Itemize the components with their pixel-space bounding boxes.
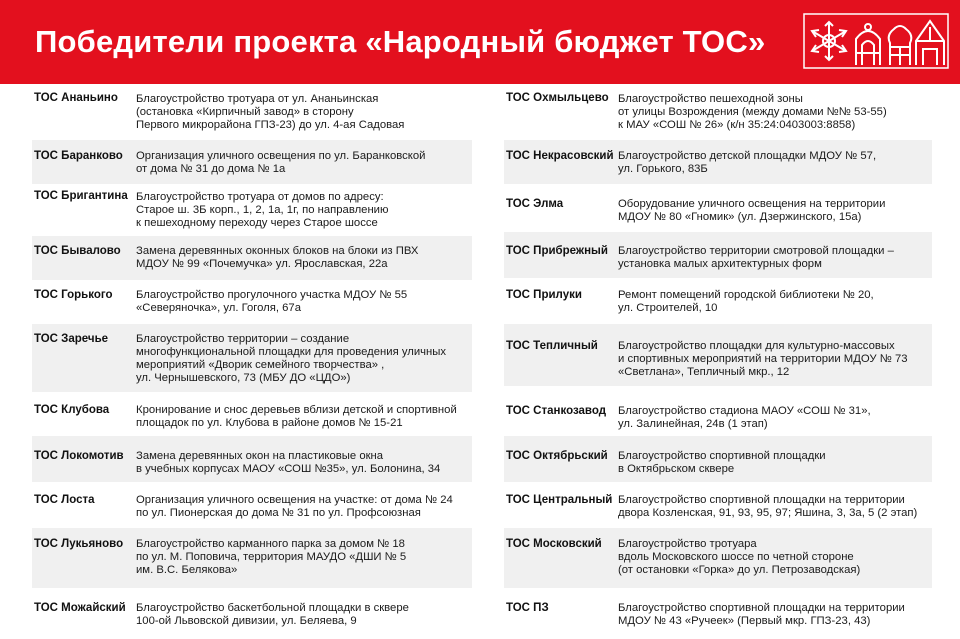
- project-description: Замена деревянных оконных блоков на блоки из ПВХ МДОУ № 99 «Почемучка» ул. Ярославская, 22а: [136, 245, 419, 270]
- tos-name: ТОС Московский: [506, 538, 602, 550]
- project-description: Благоустройство пешеходной зоны от улицы Возрождения (между домами №№ 53-55) к МАУ «СОШ № 26» (к/н 35:24:0403003:8858): [618, 93, 887, 131]
- tos-name: ТОС Элма: [506, 198, 564, 210]
- list-item: [32, 482, 472, 528]
- tos-name: ТОС Станкозавод: [506, 405, 606, 417]
- project-description: Благоустройство карманного парка за домом № 18 по ул. М. Поповича, территория МАУДО «ДШИ № 5 им. В.С. Белякова»: [136, 538, 407, 576]
- list-item: [504, 386, 932, 436]
- list-item: [32, 392, 472, 436]
- project-description: Благоустройство спортивной площадки на территории двора Козленская, 91, 93, 95, 97; Яшина, 3, 3а, 5 (2 этап): [618, 494, 918, 519]
- project-description: Благоустройство тротуара от ул. Ананьинская (остановка «Кирпичный завод» в сторону Первого микрорайона ГПЗ-23) до ул. 4-ая Садовая: [136, 93, 405, 131]
- tos-name: ТОС Охмыльцево: [506, 92, 609, 104]
- list-item: [32, 588, 472, 638]
- project-description: Благоустройство территории смотровой площадки – установка малых архитектурных форм: [618, 245, 894, 270]
- project-description: Благоустройство территории – создание многофункциональной площадки для проведения уличных мероприятий «Дворик семейного творчества» , ул. Чернышевского, 73 (МБУ ДО «ЦДО»): [136, 333, 447, 384]
- tos-name: ТОС Можайский: [34, 602, 126, 614]
- tos-name: ТОС Некрасовский: [506, 150, 614, 162]
- tos-name: ТОС Прилуки: [506, 289, 582, 301]
- project-description: Благоустройство площадки для культурно-массовых и спортивных мероприятий на территории МДОУ № 73 «Светлана», Тепличный мкр., 12: [618, 340, 908, 378]
- tos-name: ТОС Бывалово: [34, 245, 121, 257]
- page-title: Победители проекта «Народный бюджет ТОС»: [35, 24, 766, 59]
- project-description: Ремонт помещений городской библиотеки № 20, ул. Строителей, 10: [618, 289, 874, 314]
- city-emblem-icon: [803, 13, 949, 69]
- list-item: [32, 324, 472, 392]
- tos-name: ТОС Центральный: [506, 494, 613, 506]
- project-description: Замена деревянных окон на пластиковые окна в учебных корпусах МАОУ «СОШ №35», ул. Болонина, 34: [136, 450, 441, 475]
- list-item: [504, 90, 932, 134]
- project-description: Благоустройство детской площадки МДОУ № 57, ул. Горького, 83Б: [618, 150, 877, 175]
- list-item: [504, 140, 932, 184]
- tos-name: ТОС ПЗ: [506, 602, 549, 614]
- tos-name: ТОС Лоста: [34, 494, 95, 506]
- tos-name: ТОС Бригантина: [34, 190, 128, 202]
- tos-name: ТОС Баранково: [34, 150, 123, 162]
- tos-name: ТОС Октябрьский: [506, 450, 608, 462]
- tos-name: ТОС Тепличный: [506, 340, 598, 352]
- list-item: [504, 324, 932, 386]
- list-item: [32, 90, 472, 134]
- tos-name: ТОС Прибрежный: [506, 245, 608, 257]
- list-item: [32, 140, 472, 184]
- tos-name: ТОС Заречье: [34, 333, 109, 345]
- project-description: Благоустройство спортивной площадки в Октябрьском сквере: [618, 450, 826, 475]
- tos-name: ТОС Локомотив: [34, 450, 124, 462]
- project-description: Благоустройство стадиона МАОУ «СОШ № 31», ул. Залинейная, 24в (1 этап): [618, 405, 871, 430]
- header-banner: [0, 0, 960, 84]
- tos-name: ТОС Клубова: [34, 404, 110, 416]
- list-item: [504, 482, 932, 528]
- list-item: [32, 280, 472, 324]
- list-item: [504, 588, 932, 638]
- project-description: Благоустройство тротуара от домов по адресу: Старое ш. 3Б корп., 1, 2, 1а, 1г, по направлению к пешеходному переходу через Старое шоссе: [136, 191, 389, 229]
- list-item: [504, 278, 932, 324]
- list-item: [32, 184, 472, 236]
- list-item: [32, 436, 472, 482]
- project-description: Организация уличного освещения на участке: от дома № 24 по ул. Пионерская до дома № 31 по ул. Профсоюзная: [136, 494, 453, 519]
- list-item: [504, 232, 932, 278]
- list-item: [504, 528, 932, 588]
- list-item: [504, 436, 932, 482]
- tos-name: ТОС Горького: [34, 289, 113, 301]
- list-item: [504, 188, 932, 232]
- project-description: Благоустройство тротуара вдоль Московского шоссе по четной стороне (от остановки «Горка» до ул. Петрозаводская): [618, 538, 861, 576]
- list-item: [32, 528, 472, 588]
- project-description: Благоустройство прогулочного участка МДОУ № 55 «Северяночка», ул. Гоголя, 67а: [136, 289, 408, 314]
- project-description: Благоустройство спортивной площадки на территории МДОУ № 43 «Ручеек» (Первый мкр. ГПЗ-23, 43): [618, 602, 905, 627]
- tos-name: ТОС Ананьино: [34, 92, 118, 104]
- list-item: [32, 236, 472, 280]
- project-description: Организация уличного освещения по ул. Баранковской от дома № 31 до дома № 1а: [136, 150, 426, 175]
- tos-name: ТОС Лукьяново: [34, 538, 124, 550]
- project-description: Благоустройство баскетбольной площадки в сквере 100-ой Львовской дивизии, ул. Беляева, 9: [136, 602, 409, 627]
- project-description: Оборудование уличного освещения на территории МДОУ № 80 «Гномик» (ул. Дзержинского, 15а): [618, 198, 886, 223]
- project-description: Кронирование и снос деревьев вблизи детской и спортивной площадок по ул. Клубова в районе домов № 15-21: [136, 404, 457, 429]
